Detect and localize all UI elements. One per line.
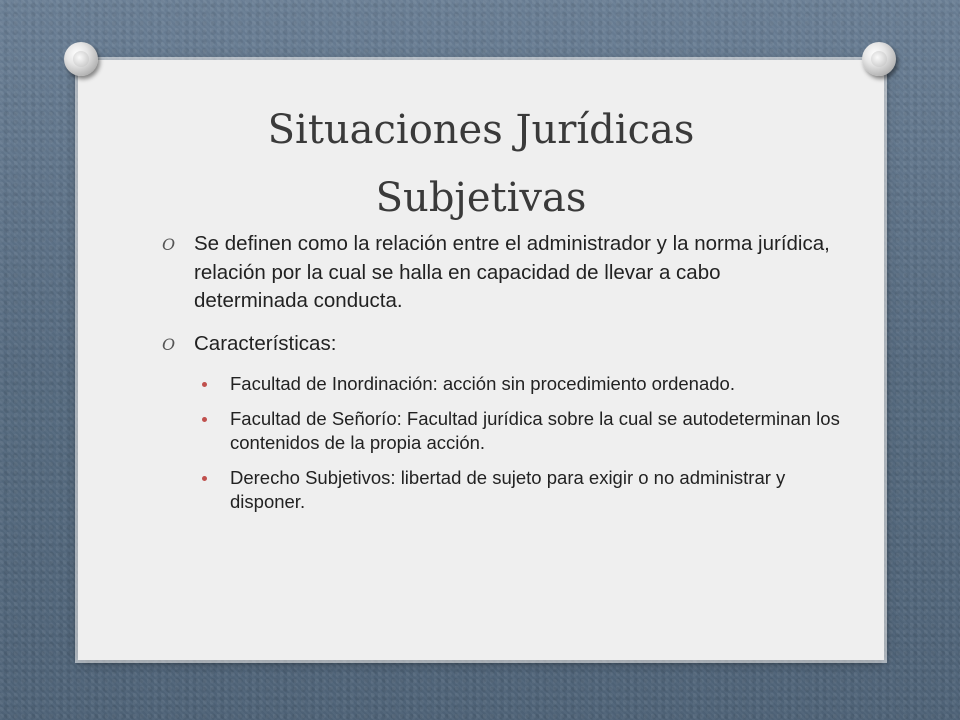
dot-bullet-icon	[202, 476, 207, 481]
pushpin-icon	[862, 42, 896, 76]
dot-bullet-icon	[202, 417, 207, 422]
bullet-definition	[160, 230, 840, 316]
bullet-caracteristicas	[160, 330, 840, 359]
title-line-2: Subjetivas	[375, 175, 587, 221]
bullet-text: Se definen como la relación entre el administrador y la norma jurídica, relación por la cual se halla en capacidad de llevar a cabo determinada conducta.	[194, 232, 830, 312]
title-line-1: Situaciones Jurídicas	[267, 107, 695, 153]
sub-bullet-text: Facultad de Señorío: Facultad jurídica sobre la cual se autodeterminan los contenidos de la propia acción.	[230, 407, 840, 453]
sub-bullet-text: Derecho Subjetivos: libertad de sujeto para exigir o no administrar y disponer.	[230, 466, 786, 512]
pushpin-icon	[64, 42, 98, 76]
sub-bullet-text: Facultad de Inordinación: acción sin procedimiento ordenado.	[230, 373, 735, 394]
sub-bullet-inordinacion	[160, 372, 840, 397]
slide-panel	[78, 60, 884, 660]
letter-o-bullet-icon: O	[162, 334, 176, 354]
slide-content	[160, 230, 840, 525]
dot-bullet-icon	[202, 382, 207, 387]
slide-title	[78, 96, 884, 232]
letter-o-bullet-icon: O	[162, 235, 176, 254]
sub-bullet-derecho-subjetivos	[160, 466, 840, 515]
bullet-text: Características:	[194, 331, 337, 355]
sub-bullet-senorio	[160, 407, 840, 456]
